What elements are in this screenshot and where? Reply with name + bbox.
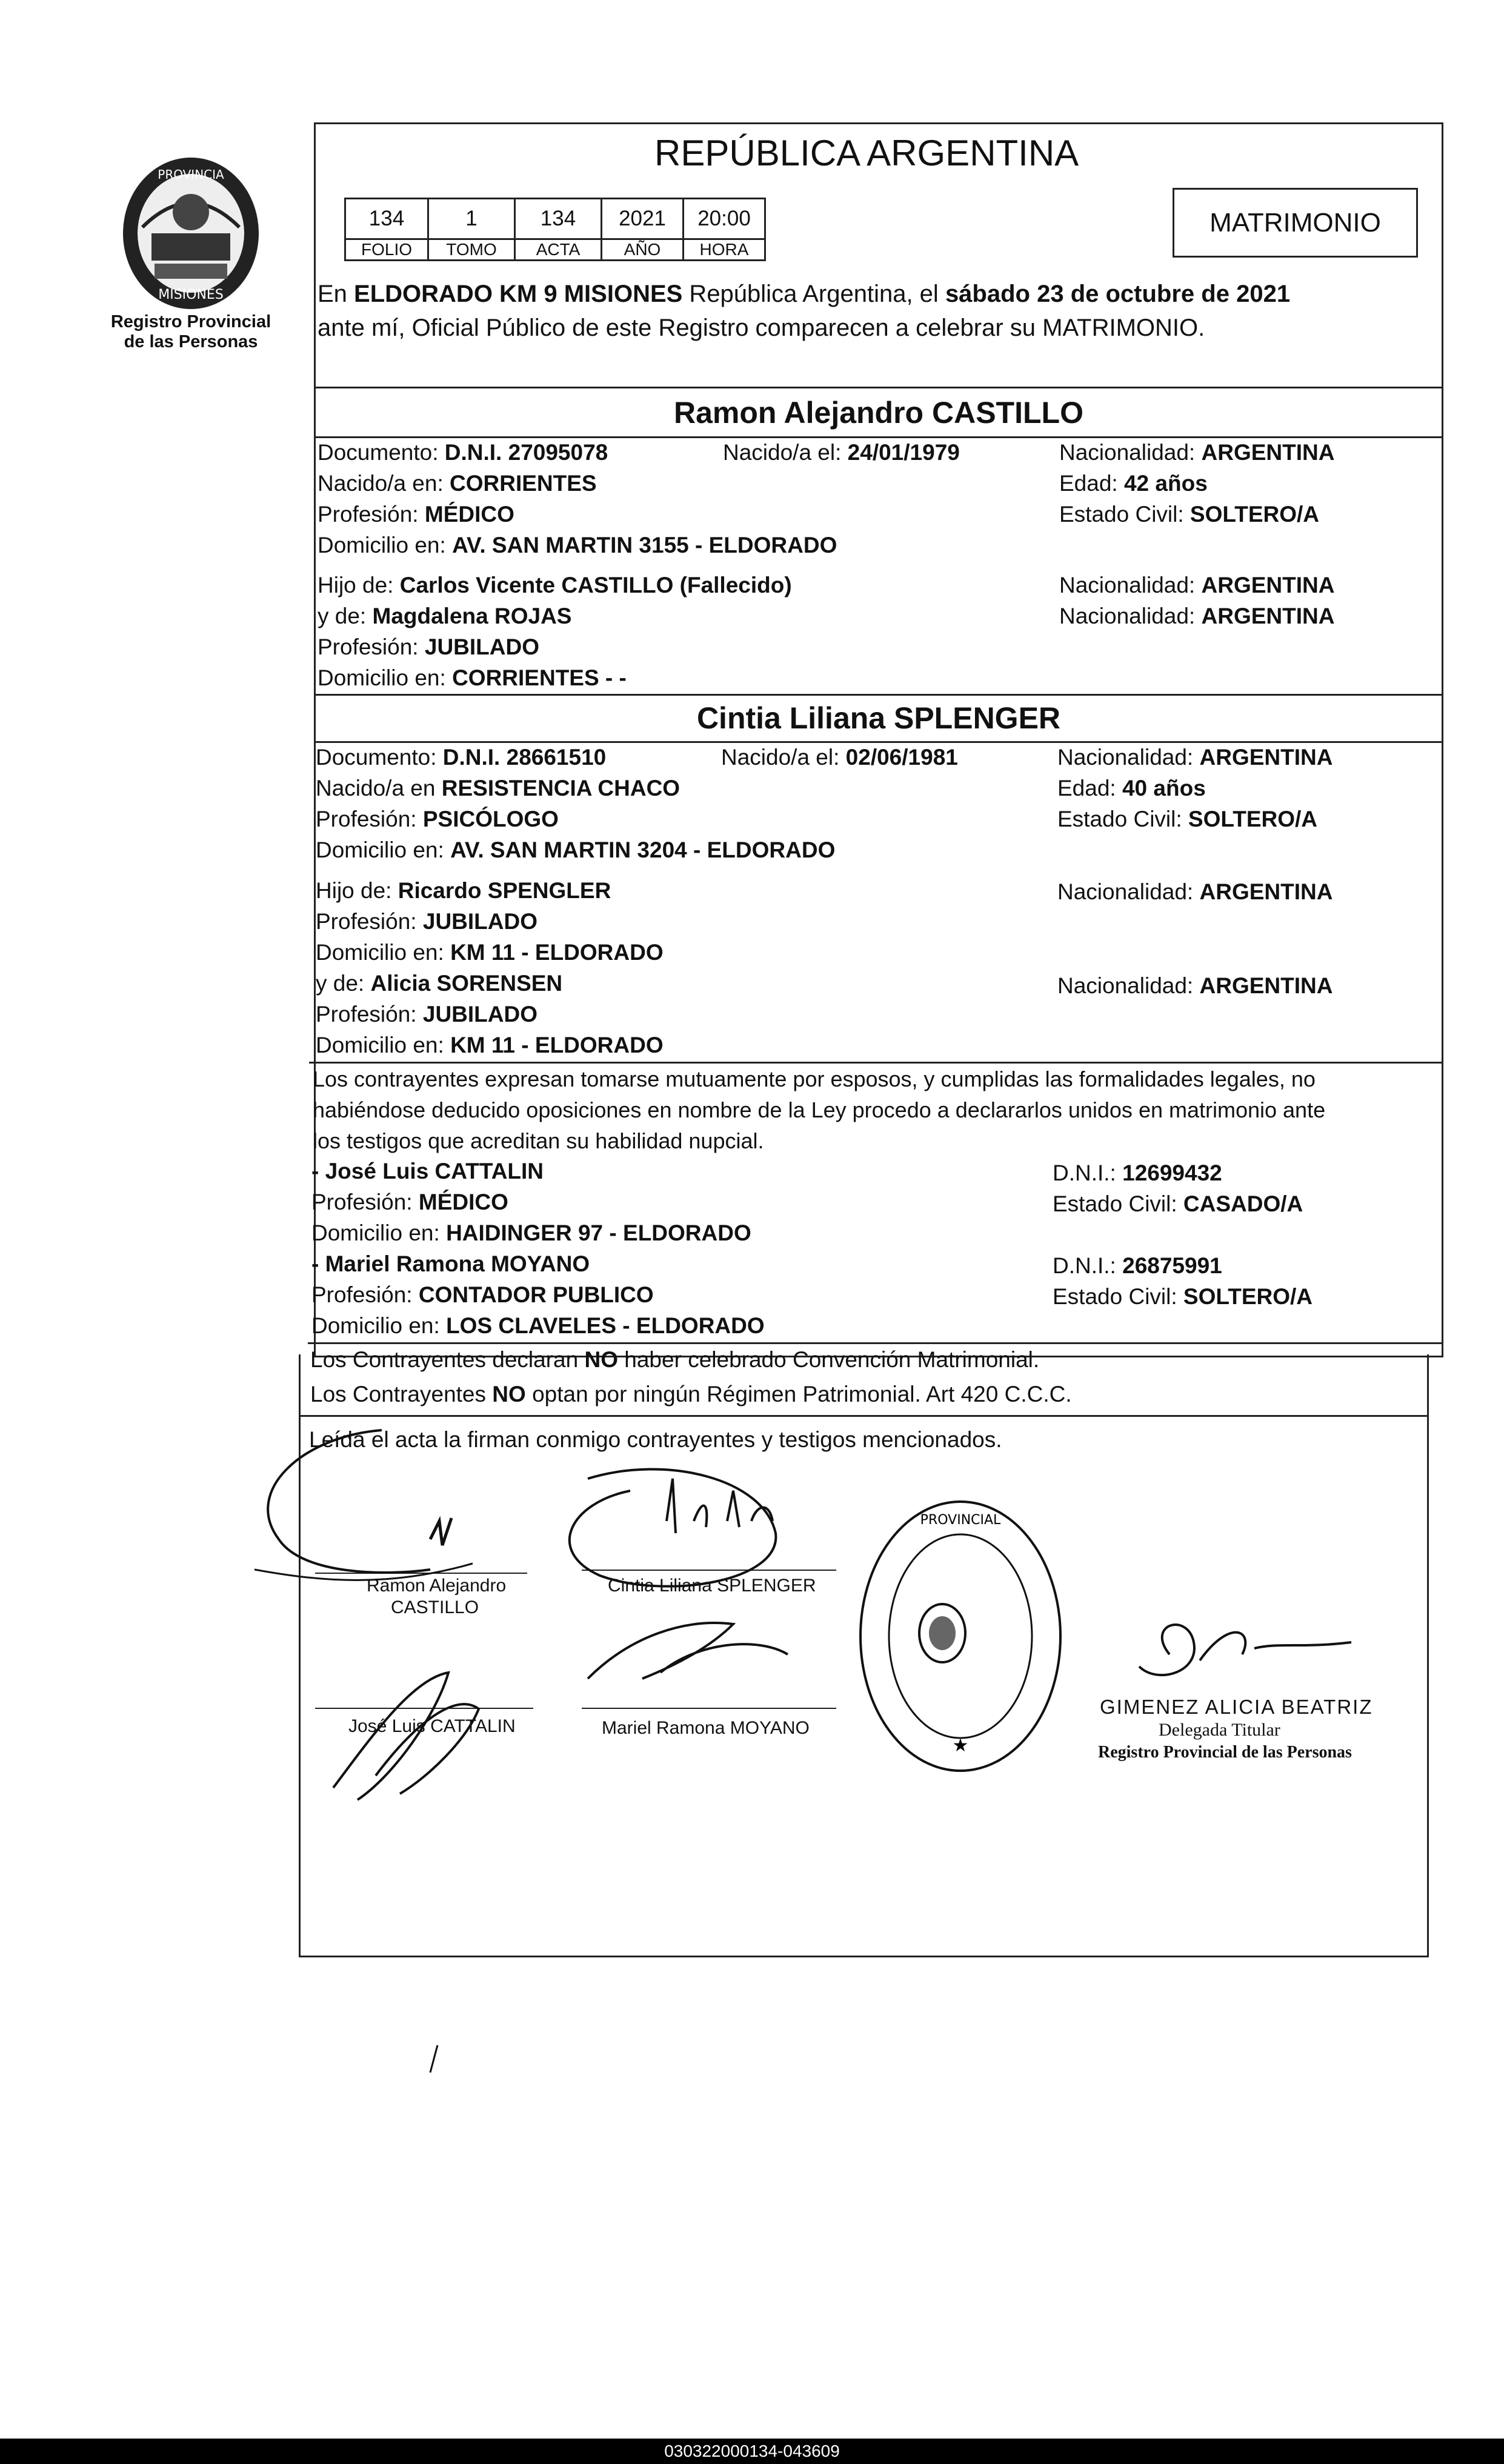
convention-statement: Los Contrayentes declaran NO haber celebrado Convención Matrimonial. [310,1347,1040,1372]
spouse1-name: Ramon Alejandro CASTILLO [674,396,1083,430]
witness1-address: Domicilio en: HAIDINGER 97 - ELDORADO [311,1220,751,1245]
official-stamp [857,1497,1063,1776]
spouse1-age: Edad: 42 años [1059,471,1208,496]
acta-label: ACTA [515,239,602,261]
spouse1-mother-nationality: Nacionalidad: ARGENTINA [1059,604,1335,628]
spouse1-parents-address: Domicilio en: CORRIENTES - - [318,665,627,690]
svg-text:PROVINCIAL: PROVINCIAL [920,1513,1001,1528]
spouse2-father: Hijo de: Ricardo SPENGLER [316,878,611,903]
signature-spouse1 [230,1418,533,1600]
witness1-name: - José Luis CATTALIN [311,1159,544,1184]
divider [314,694,1443,696]
spouse2-age: Edad: 40 años [1057,776,1206,801]
witness1-dni: D.N.I.: 12699432 [1053,1160,1222,1185]
spouse2-profession: Profesión: PSICÓLOGO [316,807,559,831]
witness2-name: - Mariel Ramona MOYANO [311,1251,590,1276]
record-number-table [344,198,766,261]
divider [314,741,1443,743]
witness2-address: Domicilio en: LOS CLAVELES - ELDORADO [311,1313,765,1338]
signature-witness1 [321,1654,539,1812]
officer-title: Delegada Titular [1159,1720,1280,1740]
witness2-civil-status: Estado Civil: SOLTERO/A [1053,1284,1313,1309]
declaration-line-3: los testigos que acreditan su habilidad nupcial. [313,1128,764,1153]
spouse2-birthplace: Nacido/a en RESISTENCIA CHACO [316,776,680,801]
tomo-label: TOMO [428,239,515,261]
year-label: AÑO [602,239,684,261]
divider [308,1342,1443,1344]
witness2-dni: D.N.I.: 26875991 [1053,1253,1222,1278]
signature-caption-spouse1-line2: CASTILLO [391,1597,479,1617]
spouse2-civil-status: Estado Civil: SOLTERO/A [1057,807,1318,831]
spouse1-document: Documento: D.N.I. 27095078 [318,440,608,465]
spouse2-mother-profession: Profesión: JUBILADO [316,1002,537,1027]
spouse2-nationality: Nacionalidad: ARGENTINA [1057,745,1333,770]
spouse2-father-profession: Profesión: JUBILADO [316,909,537,934]
hour-value: 20:00 [684,199,765,239]
divider [301,1415,1429,1417]
spouse1-father: Hijo de: Carlos Vicente CASTILLO (Fallecido) [318,573,792,598]
witness1-profession: Profesión: MÉDICO [311,1190,508,1214]
signature-officer [1121,1606,1382,1697]
svg-text:MISIONES: MISIONES [158,287,224,302]
divider [314,436,1443,438]
year-value: 2021 [602,199,684,239]
intro-paragraph: En ELDORADO KM 9 MISIONES República Argentina, el sábado 23 de octubre de 2021 ante mí, Oficial Público de este Registro comparecen a celebrar su MATRIMONIO. [318,281,1291,341]
signature-caption-spouse2: Cintia Liliana SPLENGER [608,1576,816,1596]
country-title: REPÚBLICA ARGENTINA [654,133,1079,173]
spouse2-father-nationality: Nacionalidad: ARGENTINA [1057,879,1333,904]
tomo-value: 1 [428,199,515,239]
spouse1-parents-profession: Profesión: JUBILADO [318,634,539,659]
hour-label: HORA [684,239,765,261]
svg-text:★: ★ [952,1735,969,1756]
spouse2-birthdate: Nacido/a el: 02/06/1981 [721,745,958,770]
declaration-line-2: habiéndose deducido oposiciones en nombre de la Ley procedo a declararlos unidos en matrimonio ante [313,1097,1326,1122]
spouse2-name: Cintia Liliana SPLENGER [696,701,1061,735]
declaration-line-1: Los contrayentes expresan tomarse mutuamente por esposos, y cumplidas las formalidades legales, no [313,1067,1316,1091]
witness1-civil-status: Estado Civil: CASADO/A [1053,1191,1303,1216]
spouse2-mother-nationality: Nacionalidad: ARGENTINA [1057,973,1333,998]
signature-line-witness2 [582,1708,836,1709]
document-barcode-footer: 030322000134-043609 [0,2439,1504,2464]
svg-text:PROVINCIA: PROVINCIA [158,167,224,182]
folio-value: 134 [345,199,428,239]
spouse1-profession: Profesión: MÉDICO [318,502,514,527]
stray-mark [424,2042,448,2079]
officer-name: GIMENEZ ALICIA BEATRIZ [1100,1696,1373,1718]
spouse1-nationality: Nacionalidad: ARGENTINA [1059,440,1335,465]
witness2-profession: Profesión: CONTADOR PUBLICO [311,1282,654,1307]
spouse1-father-nationality: Nacionalidad: ARGENTINA [1059,573,1335,598]
regime-statement: Los Contrayentes NO optan por ningún Régimen Patrimonial. Art 420 C.C.C. [310,1382,1072,1407]
signature-caption-witness2: Mariel Ramona MOYANO [602,1718,810,1738]
spouse2-document: Documento: D.N.I. 28661510 [316,745,607,770]
spouse1-mother: y de: Magdalena ROJAS [318,604,572,628]
signature-spouse2 [545,1442,909,1612]
record-type-box: MATRIMONIO [1173,188,1418,258]
divider [314,387,1443,388]
spouse2-mother-address: Domicilio en: KM 11 - ELDORADO [316,1033,664,1057]
spouse2-mother: y de: Alicia SORENSEN [316,971,563,996]
registry-logo [118,155,264,312]
spouse1-address: Domicilio en: AV. SAN MARTIN 3155 - ELDORADO [318,533,837,558]
signature-caption-spouse1-line1: Ramon Alejandro [367,1576,507,1596]
spouse2-father-address: Domicilio en: KM 11 - ELDORADO [316,940,664,965]
folio-label: FOLIO [345,239,428,261]
registry-name: Registro Provincial de las Personas [110,312,271,351]
signature-caption-witness1: José Luis CATTALIN [348,1716,516,1736]
spouse1-civil-status: Estado Civil: SOLTERO/A [1059,502,1320,527]
officer-institution: Registro Provincial de las Personas [1098,1743,1352,1762]
spouse1-birthdate: Nacido/a el: 24/01/1979 [723,440,960,465]
signature-witness2 [576,1612,806,1697]
acta-value: 134 [515,199,602,239]
closing-statement: Leída el acta la firman conmigo contrayentes y testigos mencionados. [309,1427,1002,1452]
spouse1-birthplace: Nacido/a en: CORRIENTES [318,471,597,496]
spouse2-address: Domicilio en: AV. SAN MARTIN 3204 - ELDORADO [316,837,836,862]
divider [309,1062,1443,1064]
